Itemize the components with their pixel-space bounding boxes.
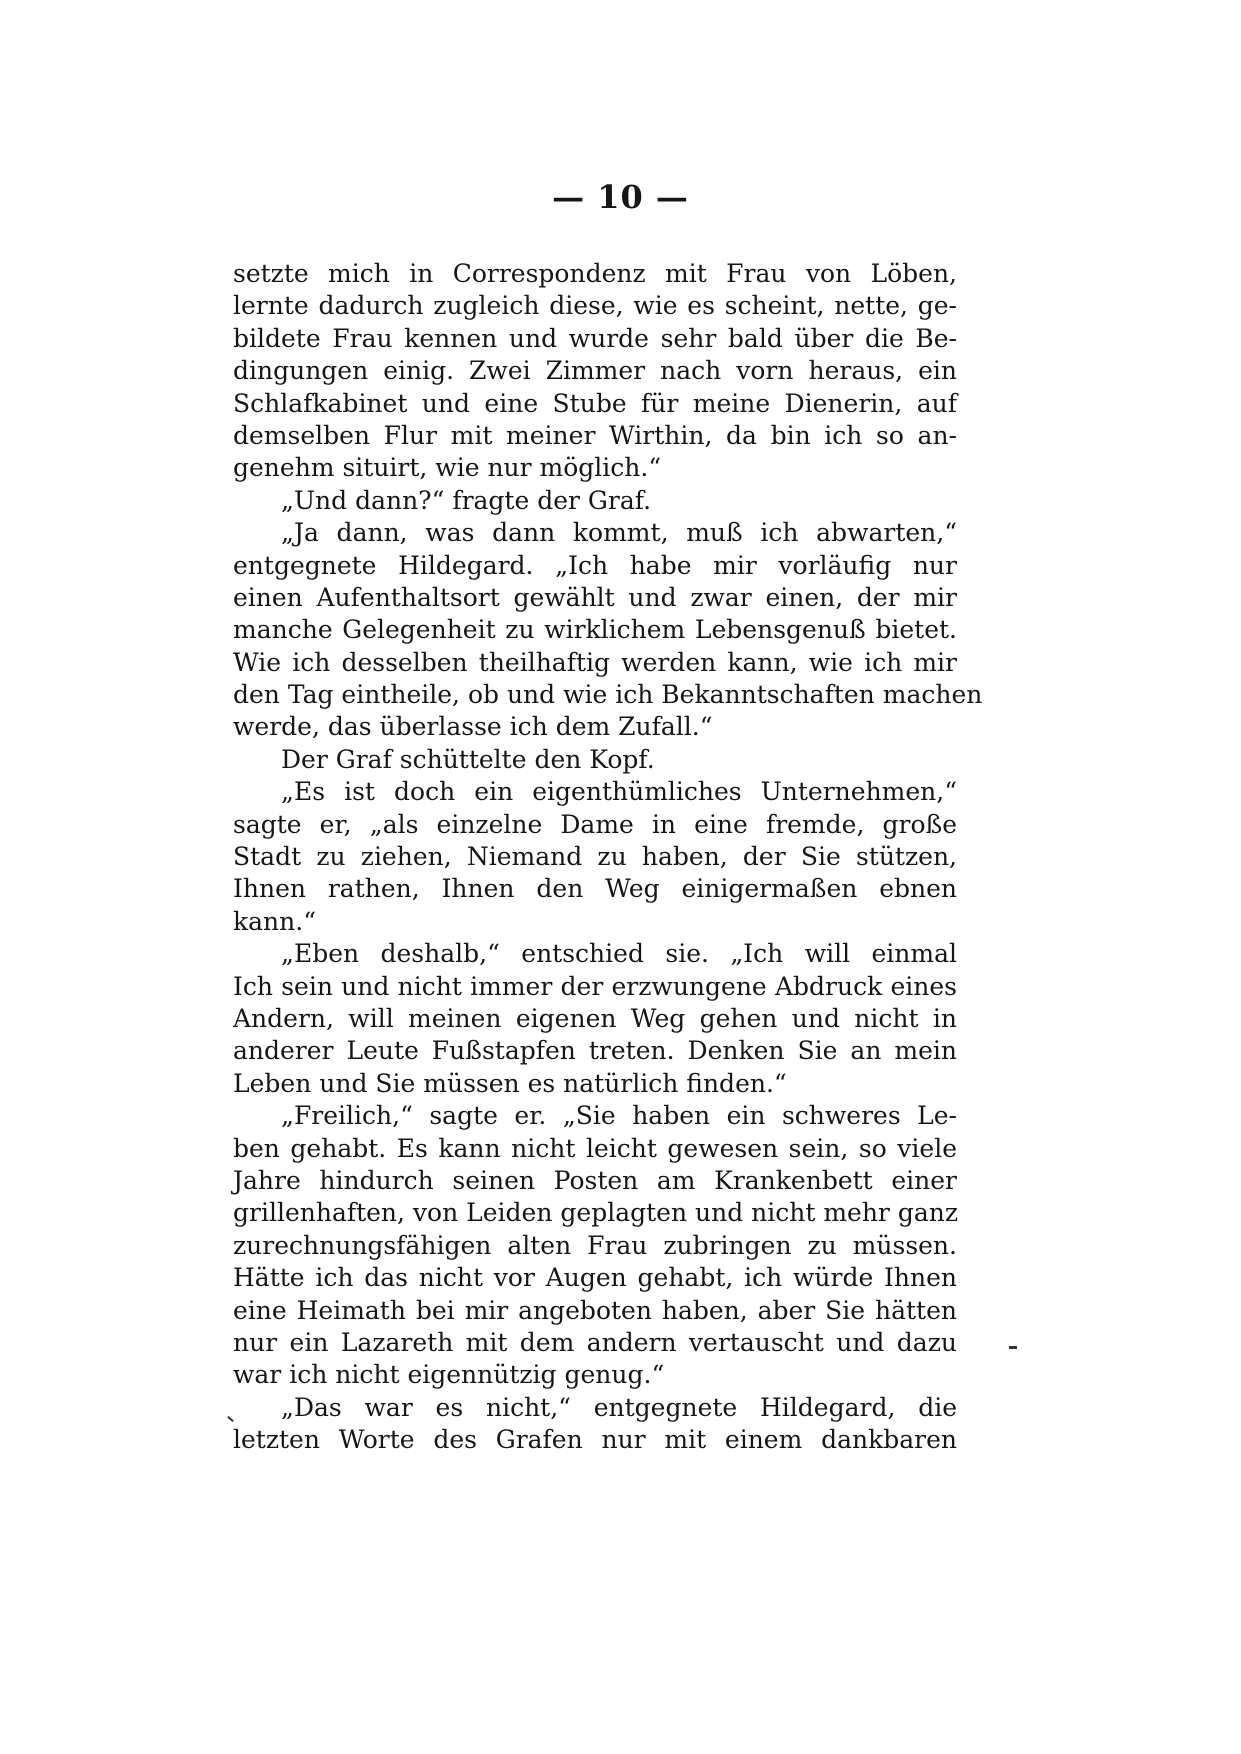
text-line: „Das war es nicht,“ entgegnete Hildegard, die: [281, 1392, 957, 1422]
text-line: sagte er, „als einzelne Dame in eine fremde, große: [233, 809, 957, 839]
text-line: entgegnete Hildegard. „Ich habe mir vorläufig nur: [233, 550, 957, 580]
text-line: „Es ist doch ein eigenthümliches Unternehmen,“: [281, 777, 957, 807]
text-line: manche Gelegenheit zu wirklichem Lebensgenuß bietet.: [233, 615, 957, 645]
text-line: kann.“: [233, 906, 316, 936]
page-number: — 10 —: [552, 178, 689, 216]
text-line: Hätte ich das nicht vor Augen gehabt, ich würde Ihnen: [233, 1263, 957, 1293]
text-line: „Eben deshalb,“ entschied sie. „Ich will einmal: [281, 939, 957, 969]
text-line: „Ja dann, was dann kommt, muß ich abwarten,“: [281, 518, 957, 548]
text-line: demselben Flur mit meiner Wirthin, da bin ich so an-: [233, 420, 957, 450]
text-line: lernte dadurch zugleich diese, wie es scheint, nette, ge-: [233, 291, 957, 321]
text-line: Ich sein und nicht immer der erzwungene Abdruck eines: [233, 971, 957, 1001]
text-line: nur ein Lazareth mit dem andern vertauscht und dazu: [233, 1327, 957, 1357]
text-line: „Freilich,“ sagte er. „Sie haben ein schweres Le-: [281, 1101, 957, 1131]
text-line: letzten Worte des Grafen nur mit einem dankbaren: [233, 1425, 957, 1455]
text-line: anderer Leute Fußstapfen treten. Denken Sie an mein: [233, 1036, 957, 1066]
text-line: Leben und Sie müssen es natürlich finden.“: [233, 1068, 787, 1098]
text-line: Andern, will meinen eigenen Weg gehen und nicht in: [233, 1003, 957, 1033]
text-line: genehm situirt, wie nur möglich.“: [233, 453, 662, 483]
text-line: Der Graf schüttelte den Kopf.: [281, 744, 655, 774]
text-line: zurechnungsfähigen alten Frau zubringen zu müssen.: [233, 1230, 957, 1260]
body-text: [233, 258, 983, 1456]
text-line: einen Aufenthaltsort gewählt und zwar einen, der mir: [233, 582, 957, 612]
text-line: werde, das überlasse ich dem Zufall.“: [233, 712, 713, 742]
text-line: Stadt zu ziehen, Niemand zu haben, der Sie stützen,: [233, 842, 957, 872]
text-line: war ich nicht eigennützig genug.“: [233, 1360, 665, 1390]
text-line: Ihnen rathen, Ihnen den Weg einigermaßen ebnen: [233, 874, 957, 904]
text-line: Jahre hindurch seinen Posten am Krankenbett einer: [233, 1165, 957, 1195]
scan-speck: [1009, 1346, 1017, 1349]
text-line: bildete Frau kennen und wurde sehr bald über die Be-: [233, 323, 957, 353]
text-line: den Tag eintheile, ob und wie ich Bekanntschaften machen: [233, 680, 983, 710]
text-line: setzte mich in Correspondenz mit Frau von Löben,: [233, 259, 957, 288]
text-line: eine Heimath bei mir angeboten haben, aber Sie hätten: [233, 1295, 957, 1325]
text-line: dingungen einig. Zwei Zimmer nach vorn heraus, ein: [233, 356, 957, 386]
text-line: Schlafkabinet und eine Stube für meine Dienerin, auf: [233, 388, 957, 418]
text-line: grillenhaften, von Leiden geplagten und nicht mehr ganz: [233, 1198, 959, 1228]
text-line: Wie ich desselben theilhaftig werden kann, wie ich mir: [233, 647, 957, 677]
text-line: ben gehabt. Es kann nicht leicht gewesen sein, so viele: [233, 1133, 957, 1163]
text-line: „Und dann?“ fragte der Graf.: [281, 485, 652, 515]
